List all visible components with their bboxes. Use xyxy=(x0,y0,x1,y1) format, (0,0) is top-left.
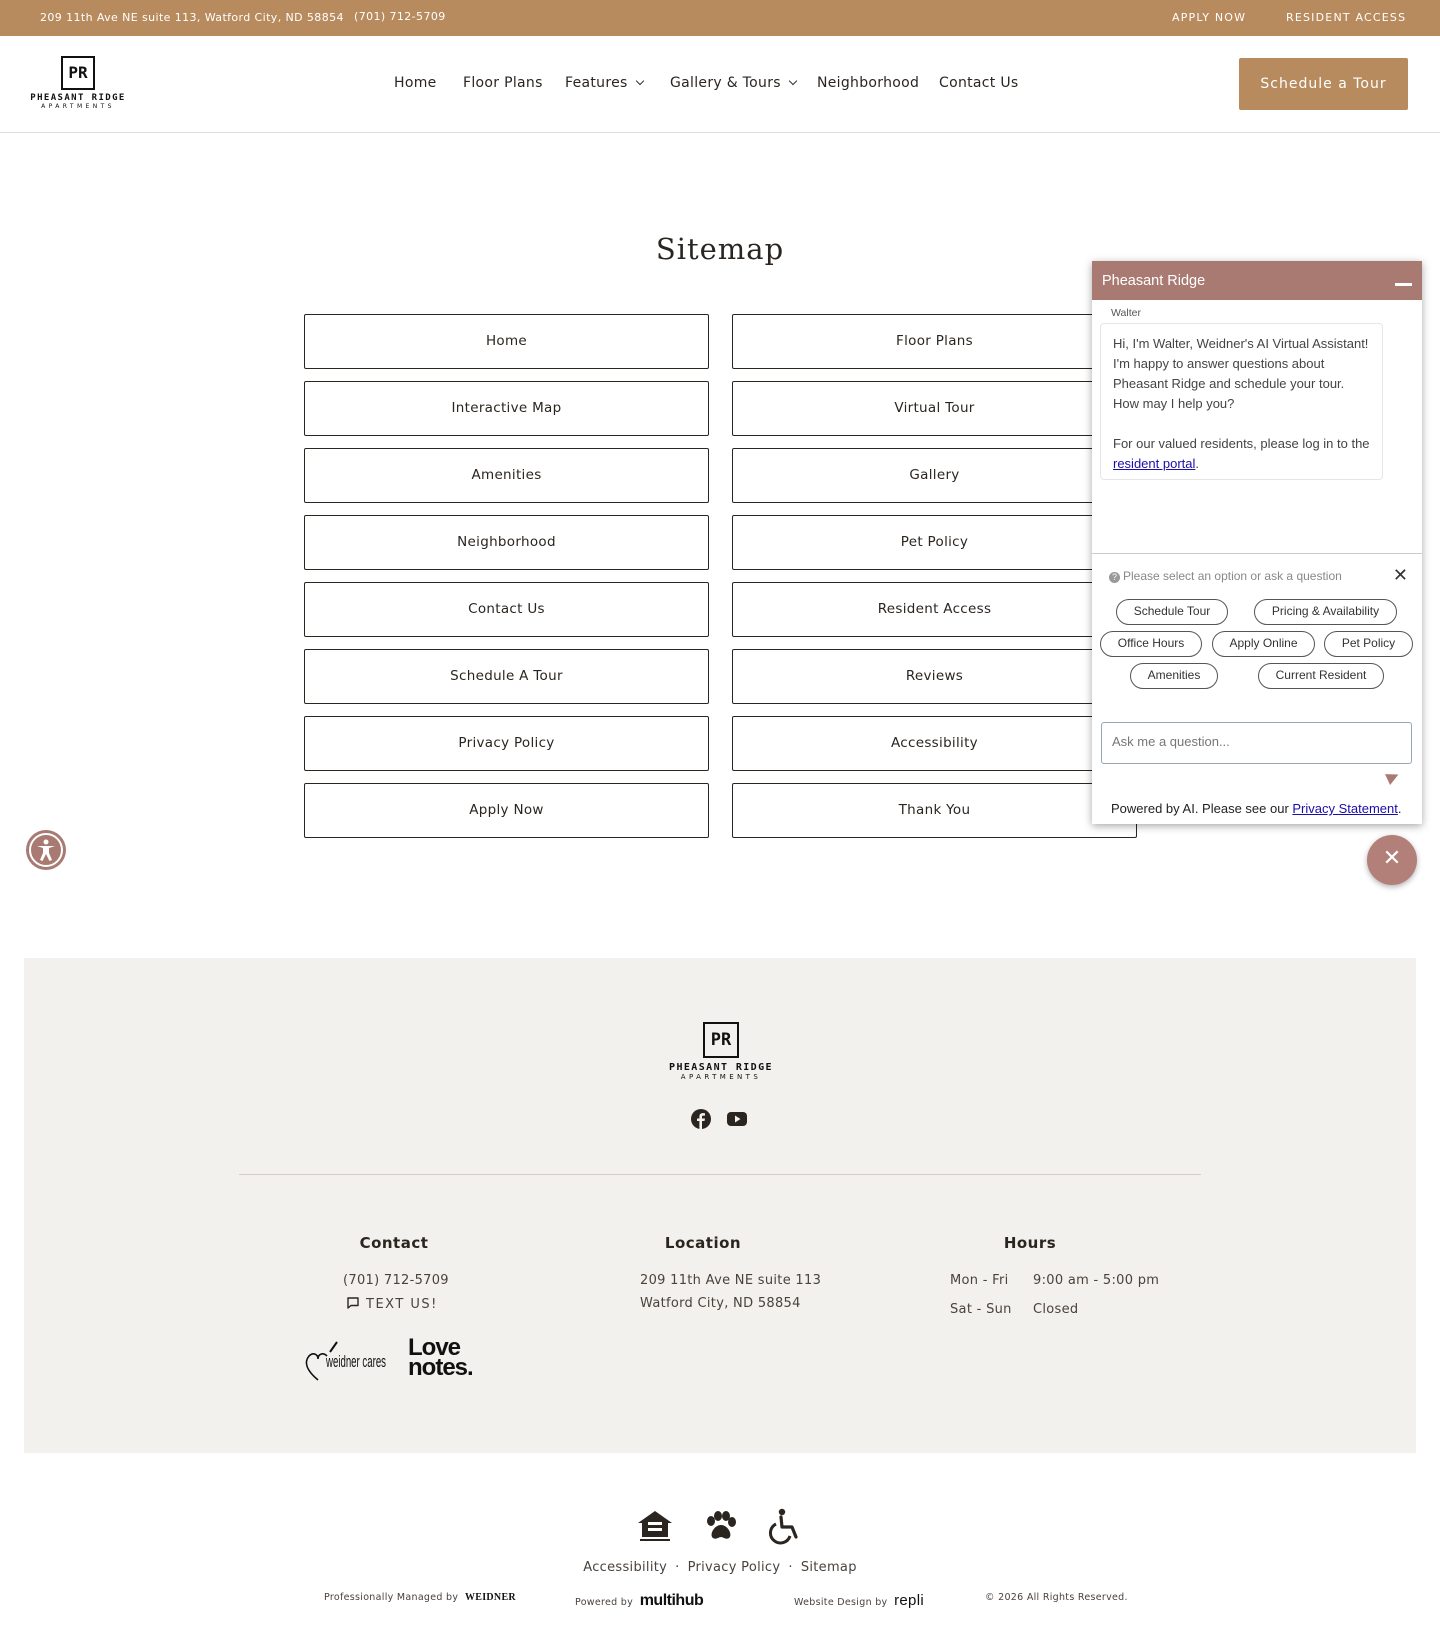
chat-option-office-hours[interactable]: Office Hours xyxy=(1100,631,1202,657)
youtube-icon[interactable] xyxy=(727,1109,747,1129)
hours-time: Closed xyxy=(1033,1302,1079,1317)
sitemap-link[interactable]: Interactive Map xyxy=(304,381,709,436)
chat-message xyxy=(1100,323,1383,480)
sitemap-link[interactable]: Neighborhood xyxy=(304,515,709,570)
text-us-label: TEXT US! xyxy=(366,1297,438,1312)
apply-now-link[interactable]: APPLY NOW xyxy=(1172,11,1247,24)
send-icon[interactable] xyxy=(1385,769,1401,785)
logo-mark: PR xyxy=(703,1022,739,1058)
chat-message-text: Hi, I'm Walter, Weidner's AI Virtual Assistant! I'm happy to answer questions about Pheasant Ridge and schedule your tour. How may I help you? xyxy=(1113,336,1369,411)
chat-powered-by xyxy=(1111,801,1402,816)
chat-option-apply-online[interactable]: Apply Online xyxy=(1212,631,1315,657)
sitemap-link[interactable]: Privacy Policy xyxy=(304,716,709,771)
chat-powered-suffix: . xyxy=(1397,801,1402,816)
chat-option-pet-policy[interactable]: Pet Policy xyxy=(1324,631,1413,657)
weidner-cares-logo[interactable] xyxy=(304,1340,388,1382)
topbar-phone[interactable]: (701) 712-5709 xyxy=(354,10,446,23)
site-logo[interactable] xyxy=(30,56,126,116)
chat-divider xyxy=(1092,553,1422,554)
nav-features-label: Features xyxy=(565,75,628,91)
logo-sub: APARTMENTS xyxy=(680,1073,762,1081)
footer-sitemap-link[interactable]: Sitemap xyxy=(800,1560,857,1575)
hours-heading: Hours xyxy=(1003,1234,1057,1252)
nav-gallery-label: Gallery & Tours xyxy=(670,75,781,91)
sitemap-link[interactable]: Reviews xyxy=(732,649,1137,704)
chat-option-current-resident[interactable]: Current Resident xyxy=(1258,663,1384,689)
equal-housing-icon xyxy=(635,1508,675,1544)
chat-option-pricing[interactable]: Pricing & Availability xyxy=(1254,599,1397,625)
sitemap-link[interactable]: Gallery xyxy=(732,448,1137,503)
minimize-icon[interactable] xyxy=(1395,283,1412,286)
privacy-statement-link[interactable]: Privacy Statement xyxy=(1292,801,1398,816)
powered-by[interactable] xyxy=(575,1592,703,1610)
nav-home[interactable]: Home xyxy=(394,75,437,91)
footer-logo[interactable] xyxy=(668,1022,774,1081)
sitemap-link[interactable]: Thank You xyxy=(732,783,1137,838)
accessibility-icon xyxy=(26,830,66,870)
chat-message-suffix: . xyxy=(1195,456,1200,471)
chevron-down-icon xyxy=(789,77,797,85)
design-by-label: Website Design by xyxy=(794,1597,888,1608)
sitemap-link[interactable]: Schedule A Tour xyxy=(304,649,709,704)
chat-prompt xyxy=(1109,569,1342,583)
footer-phone[interactable]: (701) 712-5709 xyxy=(343,1273,449,1288)
footer-address-2[interactable]: Watford City, ND 58854 xyxy=(640,1296,801,1311)
footer-divider xyxy=(239,1174,1201,1175)
footer-privacy-link[interactable]: Privacy Policy xyxy=(687,1560,781,1575)
repli-logo: repli xyxy=(894,1592,924,1609)
managed-by-label: Professionally Managed by xyxy=(324,1592,459,1603)
sitemap-link[interactable]: Home xyxy=(304,314,709,369)
separator: · xyxy=(788,1560,793,1575)
site-header xyxy=(0,36,1440,133)
close-icon: ✕ xyxy=(1382,846,1402,871)
nav-neighborhood[interactable]: Neighborhood xyxy=(817,75,920,91)
topbar-address[interactable]: 209 11th Ave NE suite 113, Watford City, ND 58854 xyxy=(40,11,344,24)
managed-by[interactable] xyxy=(324,1592,516,1603)
chat-agent-name: Walter xyxy=(1111,307,1141,319)
logo-name: PHEASANT RIDGE xyxy=(30,93,126,103)
nav-features[interactable] xyxy=(565,75,643,91)
multihub-logo: multihub xyxy=(639,1592,704,1609)
close-icon[interactable]: ✕ xyxy=(1392,565,1408,585)
top-bar xyxy=(0,0,1440,36)
resident-portal-link[interactable]: resident portal xyxy=(1113,456,1196,471)
copyright: © 2026 All Rights Reserved. xyxy=(985,1592,1128,1603)
chat-input[interactable]: Ask me a question... xyxy=(1101,722,1412,764)
design-by[interactable] xyxy=(794,1592,924,1609)
chevron-down-icon xyxy=(635,77,643,85)
separator: · xyxy=(675,1560,680,1575)
accessibility-widget-button[interactable] xyxy=(26,830,66,870)
chat-option-amenities[interactable]: Amenities xyxy=(1130,663,1218,689)
logo-name: PHEASANT RIDGE xyxy=(669,1062,773,1073)
sitemap-link[interactable]: Virtual Tour xyxy=(732,381,1137,436)
facebook-icon[interactable] xyxy=(691,1109,711,1129)
help-icon: ? xyxy=(1109,572,1120,583)
page-title: Sitemap xyxy=(655,232,785,266)
sitemap-link[interactable]: Apply Now xyxy=(304,783,709,838)
hours-days: Mon - Fri xyxy=(950,1273,1009,1288)
heart-icon xyxy=(304,1340,388,1382)
sitemap-link[interactable]: Resident Access xyxy=(732,582,1137,637)
sitemap-link[interactable]: Amenities xyxy=(304,448,709,503)
chat-powered-prefix: Powered by AI. Please see our xyxy=(1111,801,1293,816)
footer-bottom-links xyxy=(0,1560,1440,1575)
chat-option-schedule-tour[interactable]: Schedule Tour xyxy=(1116,599,1228,625)
chat-message-prefix: For our valued residents, please log in to the xyxy=(1113,436,1370,451)
sitemap-link[interactable]: Accessibility xyxy=(732,716,1137,771)
footer-address-1[interactable]: 209 11th Ave NE suite 113 xyxy=(640,1273,822,1288)
location-heading: Location xyxy=(664,1234,742,1252)
hours-days: Sat - Sun xyxy=(950,1302,1012,1317)
nav-floor-plans[interactable]: Floor Plans xyxy=(463,75,543,91)
logo-sub: APARTMENTS xyxy=(41,103,115,110)
love-notes-logo[interactable] xyxy=(408,1334,473,1381)
footer-accessibility-link[interactable]: Accessibility xyxy=(583,1560,668,1575)
text-us-link[interactable] xyxy=(346,1296,438,1312)
chat-close-button[interactable] xyxy=(1367,835,1417,885)
site-footer xyxy=(24,958,1416,1453)
chat-title: Pheasant Ridge xyxy=(1102,273,1206,289)
schedule-tour-button[interactable]: Schedule a Tour xyxy=(1239,58,1408,110)
chat-prompt-text: Please select an option or ask a question xyxy=(1123,569,1342,583)
sitemap-link[interactable]: Floor Plans xyxy=(732,314,1137,369)
chat-widget xyxy=(1092,261,1422,824)
logo-mark: PR xyxy=(61,56,95,90)
sitemap-link[interactable]: Pet Policy xyxy=(732,515,1137,570)
contact-heading: Contact xyxy=(359,1234,429,1252)
powered-by-label: Powered by xyxy=(575,1597,634,1608)
wheelchair-icon xyxy=(765,1508,805,1544)
resident-access-link[interactable]: RESIDENT ACCESS xyxy=(1286,11,1407,24)
weidner-logo: WEIDNER xyxy=(464,1592,516,1603)
love-notes-line-1: Love xyxy=(408,1334,461,1361)
chat-header xyxy=(1092,261,1422,300)
pet-friendly-icon xyxy=(700,1508,740,1544)
brand-text: weidner cares xyxy=(325,1352,386,1371)
hours-time: 9:00 am - 5:00 pm xyxy=(1033,1273,1160,1288)
love-notes-line-2: notes. xyxy=(408,1354,473,1381)
chat-bubble-icon xyxy=(346,1296,360,1310)
sitemap-link[interactable]: Contact Us xyxy=(304,582,709,637)
nav-gallery-tours[interactable] xyxy=(670,75,796,91)
nav-contact[interactable]: Contact Us xyxy=(939,75,1019,91)
